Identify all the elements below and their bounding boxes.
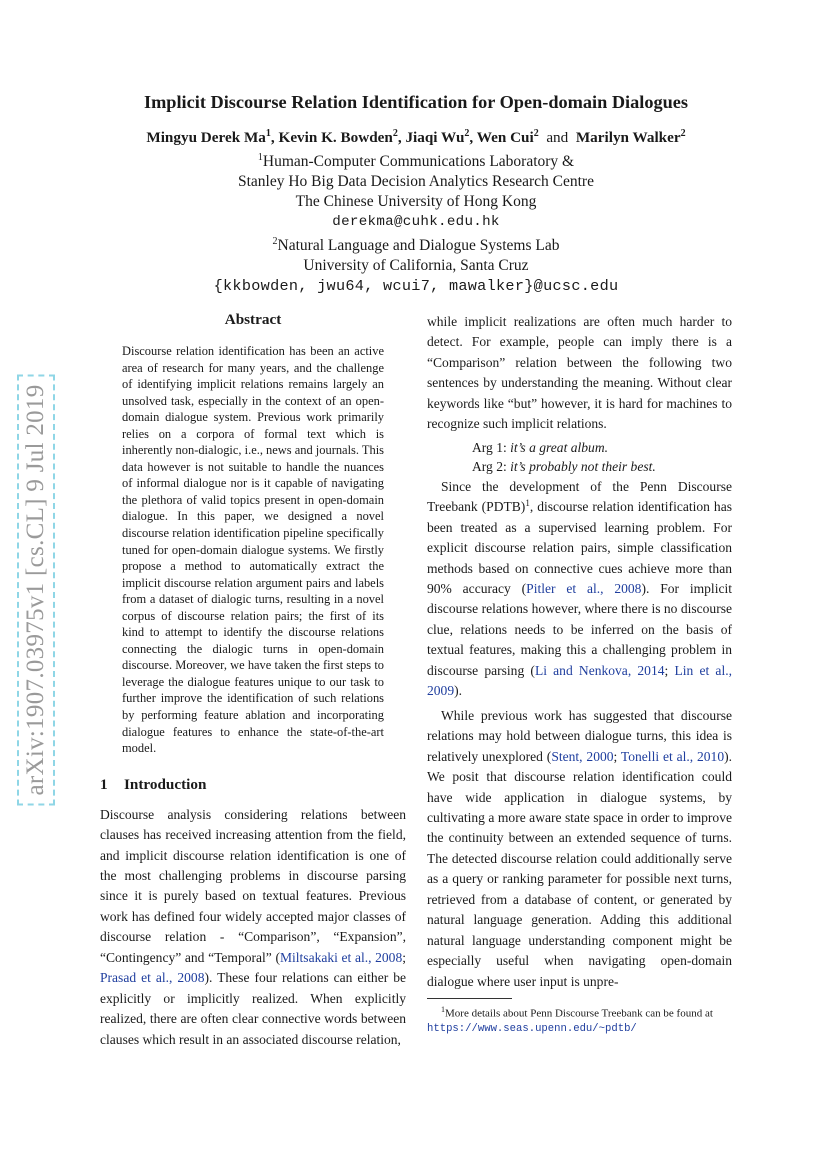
paragraph-text: ; [613, 748, 621, 764]
paper-title: Implicit Discourse Relation Identification for Open-domain Dialogues [143, 92, 689, 112]
paragraph-text: ). [454, 683, 462, 699]
author-affiliation-mark: 2 [533, 128, 539, 139]
argument-text: it’s probably not their best. [510, 458, 656, 474]
footnote-text: More details about Penn Discourse Treebank can be found at [445, 1007, 713, 1020]
author-email: {kkbowden, jwu64, wcui7, mawalker}@ucsc.edu [213, 277, 619, 296]
right-column [427, 312, 732, 1036]
intro-paragraph-1 [100, 805, 406, 1050]
author-name: Marilyn Walker [575, 129, 681, 147]
author-affiliation-mark: 2 [680, 128, 686, 139]
author-name: Wen Cui [476, 129, 534, 147]
author-email: derekma@cuhk.edu.hk [332, 214, 500, 231]
paragraph-text: , discourse relation identification has been treated as a supervised learning problem. For explicit discourse relation pairs, simple classification methods based on connective cues achieve more than 90% accuracy ( [427, 499, 732, 596]
paragraph-text: Discourse analysis considering relations between clauses has received increasing attention from the field, and implicit discourse relation identification is one of the most challenging problems in discourse parsing since it is purely based on textual features. Previous work has defined four widely accepted major classes of discourse relation - “Comparison”, “Expansion”, “Contingency” and “Temporal” ( [100, 806, 406, 965]
citation-link[interactable]: Li and Nenkova, 2014 [534, 662, 665, 678]
intro-paragraph-2 [427, 477, 732, 702]
paragraph-text: While previous work has suggested that discourse relations may hold between dialogue turns, this idea is relatively unexplored ( [427, 707, 732, 764]
example-arg-2 [472, 457, 732, 476]
paragraph-text: ). We posit that discourse relation identification could have wide application in dialogue systems, by cultivating a more aware state space in order to improve the continuity between an extended sequence of turns. The detected discourse relation could additionally serve as a query or ranking parameter for possible next turns, retrieved from a database of content, or generated by natural language generation. Adding this additional natural language understanding component might be especially useful when navigating open-domain dialogue where user input is unpre- [427, 748, 733, 989]
author-name: Jiaqi Wu [405, 129, 465, 147]
footnote-mark[interactable]: 1 [525, 498, 530, 509]
paragraph-text: while implicit realizations are often much harder to detect. For example, people can imply there is a “Comparison” relation between the following two sentences by understanding the meaning. Without clear keywords like “but” however, it is hard for machines to recognize such implicit relations. [427, 314, 732, 432]
intro-paragraph-3 [427, 706, 732, 992]
argument-label: Arg 1: [472, 439, 511, 455]
affiliation-line: The Chinese University of Hong Kong [295, 193, 537, 211]
author-affiliation-mark: 2 [464, 128, 470, 139]
paragraph-text: ; [402, 949, 406, 965]
author-affiliation-mark: 1 [265, 128, 271, 139]
paragraph-text: ). These four relations can either be explicitly or implicitly realized. When explicitly realized, there are often clear connective words between clauses which result in an associated discourse relation, [100, 970, 406, 1047]
author-name: Mingyu Derek Ma [146, 129, 266, 147]
author-conjunction: and [546, 129, 569, 147]
author-affiliation-mark: 2 [392, 128, 398, 139]
affiliation-line: University of California, Santa Cruz [303, 257, 529, 275]
paragraph-text: ). For implicit discourse relations however, where there is no discourse clue, relations needs to be inferred on the basis of textual features, making this a challenging problem in discourse parsing ( [427, 580, 732, 678]
author-list: Mingyu Derek Ma$^1$, Kevin K. Bowden$^2$, Jiaqi Wu$^2$, Wen Cui$^2$ and Marilyn Walker$^2$ [146, 128, 686, 147]
section-title: Introduction [124, 775, 207, 793]
affiliation-mark: 1 [257, 152, 263, 164]
argument-text: it’s a great album. [510, 439, 608, 455]
author-name: Kevin K. Bowden [278, 129, 393, 147]
paragraph-text: ; [664, 662, 675, 678]
citation-link[interactable]: Stent, 2000 [551, 748, 614, 764]
citation-link[interactable]: Miltsakaki et al., 2008 [279, 949, 403, 965]
arxiv-identifier[interactable]: arXiv:1907.03975v1 [cs.CL] 9 Jul 2019 [17, 374, 55, 805]
paper-header [100, 90, 732, 296]
section-heading [100, 775, 406, 795]
citation-link[interactable]: Tonelli et al., 2010 [620, 748, 725, 764]
affiliation-line: Stanley Ho Big Data Decision Analytics Research Centre [238, 173, 594, 191]
intro-paragraph-1-continued [427, 312, 732, 435]
affiliation-1 [100, 148, 732, 232]
section-number: 1 [100, 775, 108, 793]
affiliation-2 [100, 232, 732, 296]
affiliation-line: Human-Computer Communications Laboratory & [262, 153, 575, 171]
abstract-heading: Abstract [224, 311, 282, 328]
example-arg-1 [472, 438, 732, 457]
arxiv-stamp [14, 350, 58, 830]
affiliation-mark: 2 [272, 236, 278, 248]
abstract-text: Discourse relation identification has been an active area of research for many years, and the challenge of identifying implicit relations remains largely an unsolved task, especially in the context of an open-domain dialogue system. Previous work primarily relies on a corpora of formal text which is inherently non-dialogic, i.e., news and journals. This data however is not suitable to handle the nuances of informal dialogue nor is it capable of navigating the plethora of valid topics present in open-domain dialogue. In this paper, we designed a novel discourse relation identification pipeline specifically tuned for open-domain dialogue systems. We firstly propose a method to automatically extract the implicit discourse relation argument pairs and labels from a dataset of dialogic turns, resulting in a novel corpus of discourse relation pairs; the first of its kind to attempt to identify the discourse relations connecting the dialogic turns in open-domain discourse. Moreover, we have taken the first steps to leverage the dialogue features unique to our task to further improve the identification of such relations by performing feature ablation and incorporating dialogue features to enhance the state-of-the-art model. [122, 344, 384, 756]
citation-link[interactable]: Pitler et al., 2008 [526, 580, 642, 596]
footnote-rule [427, 998, 512, 999]
paragraph-text: Since the development of the Penn Discourse Treebank (PDTB) [427, 478, 732, 515]
affiliation-line: Natural Language and Dialogue Systems Lab [277, 237, 560, 255]
footnote-number: 1 [441, 1005, 445, 1015]
footnote [427, 1003, 732, 1036]
argument-label: Arg 2: [472, 458, 511, 474]
footnote-url-link[interactable]: https://www.seas.upenn.edu/~pdtb/ [427, 1022, 637, 1035]
citation-link[interactable]: Lin et al., 2009 [427, 662, 732, 699]
citation-link[interactable]: Prasad et al., 2008 [100, 970, 205, 986]
left-column [100, 310, 406, 1050]
